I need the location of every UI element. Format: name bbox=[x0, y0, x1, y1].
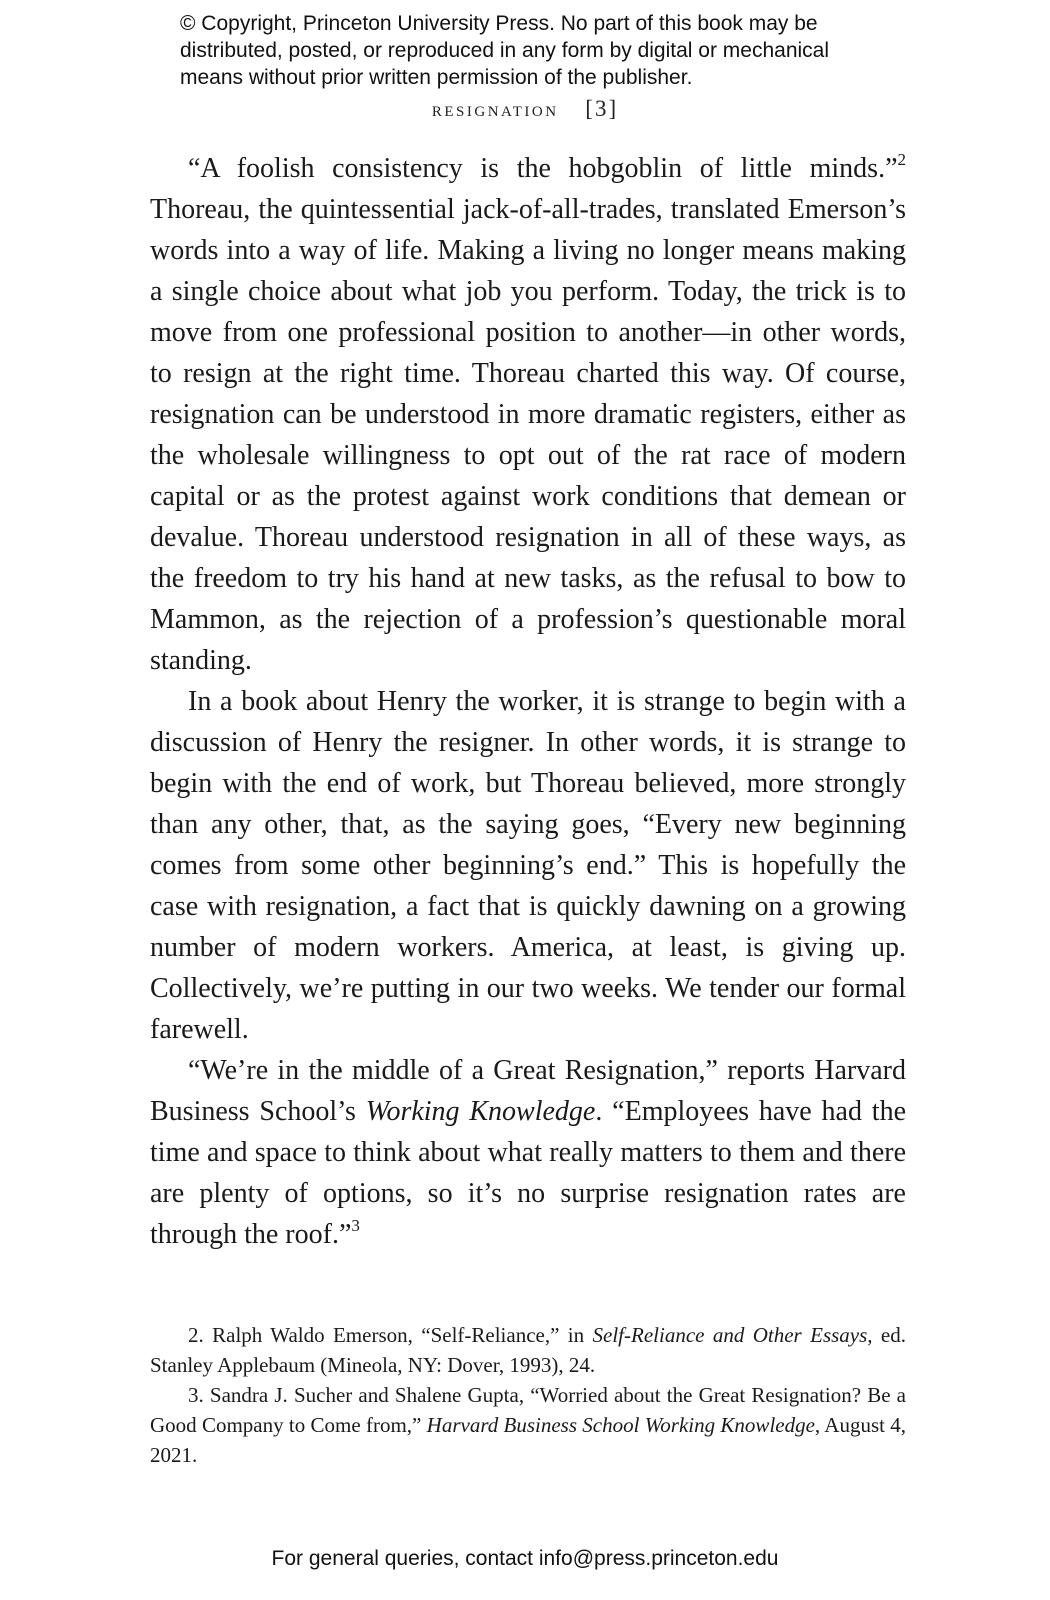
footnote-2-italic: Self-Reliance and Other Essays bbox=[592, 1323, 868, 1347]
page-number: [3] bbox=[585, 96, 619, 121]
footnote-3 bbox=[150, 1380, 906, 1470]
footnote-ref-3[interactable]: 3 bbox=[351, 1216, 360, 1235]
footnote-2-before: 2. Ralph Waldo Emerson, “Self-Reliance,” in bbox=[188, 1323, 593, 1347]
footnotes bbox=[150, 1320, 906, 1470]
paragraph-1-quote: “A foolish consistency is the hobgoblin of little minds.” bbox=[188, 153, 898, 184]
paragraph-3-italic: Working Knowledge bbox=[365, 1096, 596, 1127]
paragraph-3-before: “We’re in the middle of a Great Resignation,” reports Harvard Business School’s bbox=[150, 1055, 906, 1127]
running-head-title: resignation bbox=[431, 97, 559, 121]
paragraph-3 bbox=[150, 1050, 906, 1255]
copyright-line-2: distributed, posted, or reproduced in any form by digital or mechanical bbox=[180, 39, 830, 62]
footnote-2-after: , ed. Stanley Applebaum (Mineola, NY: Dover, 1993), 24. bbox=[150, 1323, 906, 1377]
body-text bbox=[150, 148, 906, 1255]
copyright-line-1: © Copyright, Princeton University Press. No part of this book may be bbox=[180, 12, 818, 35]
footer-contact: For general queries, contact info@press.princeton.edu bbox=[271, 1547, 779, 1570]
copyright-line-3: means without prior written permission of the publisher. bbox=[180, 66, 693, 89]
paragraph-2: In a book about Henry the worker, it is strange to begin with a discussion of Henry the resigner. In other words, it is strange to begin with the end of work, but Thoreau believed, more strongly than any other, that, as the saying goes, “Every new beginning comes from some other beginning’s end.” This is hopefully the case with resignation, a fact that is quickly dawning on a growing number of modern workers. America, at least, is giving up. Collectively, we’re putting in our two weeks. We tender our formal farewell. bbox=[150, 686, 906, 1045]
paragraph-1-rest: Thoreau, the quintessential jack-of-all-trades, translated Emerson’s words into a way of life. Making a living no longer means making a single choice about what job you perform. Today, the trick is to move from one professional position to another—in other words, to resign at the right time. Thoreau charted this way. Of course, resignation can be understood in more dramatic registers, either as the wholesale willingness to opt out of the rat race of modern capital or as the protest against work conditions that demean or devalue. Thoreau understood resignation in all of these ways, as the freedom to try his hand at new tasks, as the refusal to bow to Mammon, as the rejection of a profession’s questionable moral standing. bbox=[150, 194, 906, 676]
footnote-3-before: 3. Sandra J. Sucher and Shalene Gupta, “Worried about the Great Resignation? Be a Good Company to Come from,” bbox=[150, 1383, 906, 1437]
footnote-ref-2[interactable]: 2 bbox=[897, 150, 906, 169]
footnote-3-after: , August 4, 2021. bbox=[150, 1413, 907, 1467]
footnote-2 bbox=[150, 1320, 906, 1380]
footnote-3-italic: Harvard Business School Working Knowledge bbox=[426, 1413, 815, 1437]
paragraph-1 bbox=[150, 148, 906, 681]
running-head bbox=[0, 96, 1050, 122]
paragraph-3-after: . “Employees have had the time and space to think about what really matters to them and there are plenty of options, so it’s no surprise resignation rates are through the roof.” bbox=[150, 1096, 906, 1250]
copyright-notice bbox=[180, 10, 900, 91]
